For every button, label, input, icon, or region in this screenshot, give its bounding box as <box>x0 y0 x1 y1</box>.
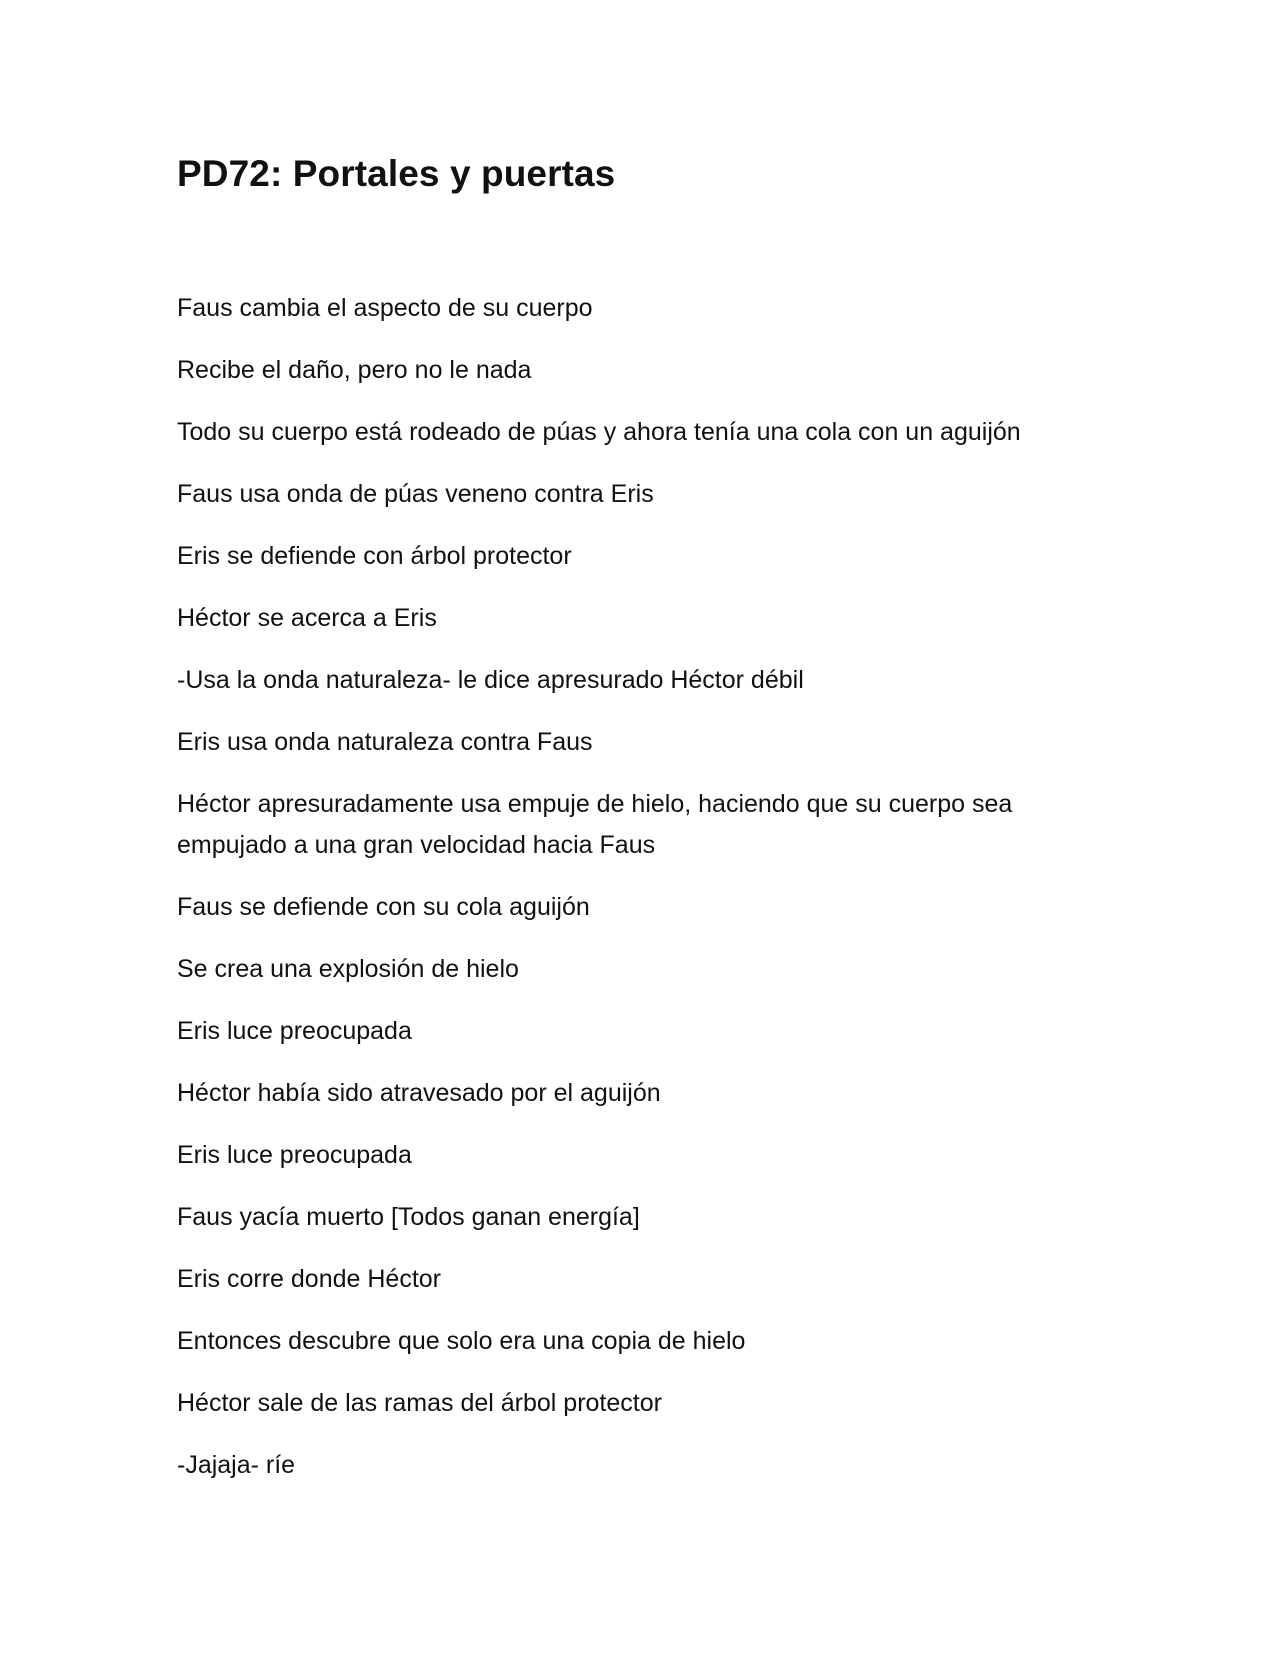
paragraph: Faus yacía muerto [Todos ganan energía] <box>177 1203 640 1231</box>
paragraph: Eris luce preocupada <box>177 1017 412 1045</box>
paragraph: Eris usa onda naturaleza contra Faus <box>177 728 593 756</box>
document-body <box>177 288 1097 1507</box>
paragraph: Eris se defiende con árbol protector <box>177 542 572 570</box>
paragraph: Todo su cuerpo está rodeado de púas y ahora tenía una cola con un aguijón <box>177 418 1021 446</box>
paragraph: Eris corre donde Héctor <box>177 1265 442 1293</box>
document-title: PD72: Portales y puertas <box>177 153 616 194</box>
paragraph: Eris luce preocupada <box>177 1141 412 1169</box>
paragraph: Faus usa onda de púas veneno contra Eris <box>177 480 654 508</box>
paragraph: Héctor apresuradamente usa empuje de hielo, haciendo que su cuerpo sea empujado a una gran velocidad hacia Faus <box>177 790 1013 859</box>
paragraph: Faus cambia el aspecto de su cuerpo <box>177 294 593 322</box>
paragraph: Héctor se acerca a Eris <box>177 604 437 632</box>
paragraph: Entonces descubre que solo era una copia de hielo <box>177 1327 746 1355</box>
paragraph: -Usa la onda naturaleza- le dice apresurado Héctor débil <box>177 666 804 694</box>
paragraph: Recibe el daño, pero no le nada <box>177 356 532 384</box>
paragraph: Faus se defiende con su cola aguijón <box>177 893 590 921</box>
paragraph: Héctor había sido atravesado por el aguijón <box>177 1079 661 1107</box>
paragraph: Se crea una explosión de hielo <box>177 955 519 983</box>
paragraph: -Jajaja- ríe <box>177 1451 296 1479</box>
paragraph: Héctor sale de las ramas del árbol protector <box>177 1389 662 1417</box>
